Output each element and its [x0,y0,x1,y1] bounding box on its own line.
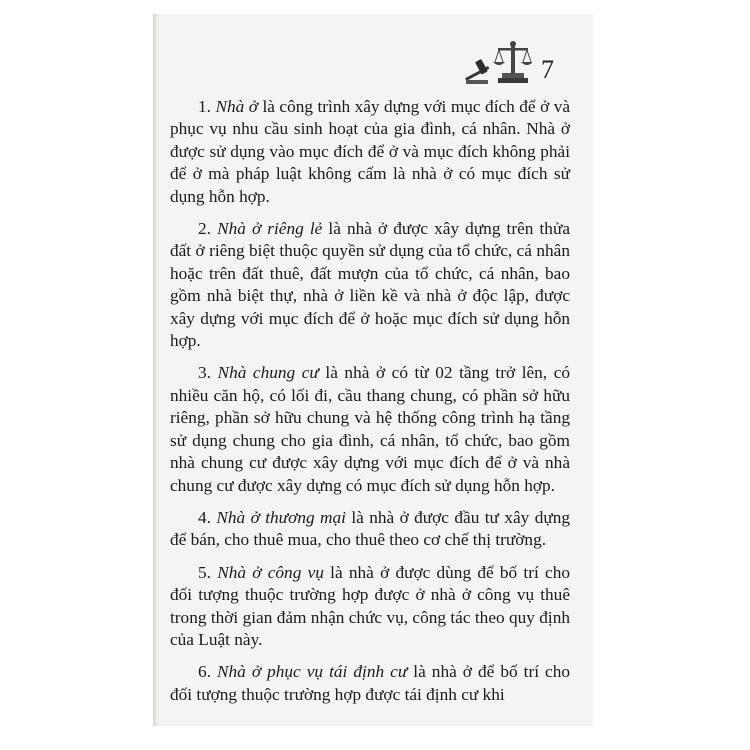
clause-number: 1. [198,97,211,116]
definition-text: là công trình xây dựng với mục đích để ở và phục vụ nhu cầu sinh hoạt của gia đình, cá nhân. Nhà ở được sử dụng vào mục đích để ở và mục đích không phải để ở mà pháp luật không cấm là nhà ở có mục đích sử dụng hỗn hợp. [170,97,570,206]
clause-number: 3. [198,363,211,383]
definition-paragraph [170,362,570,496]
defined-term: Nhà ở thương mại [216,507,346,527]
defined-term: Nhà ở công vụ [217,562,324,582]
defined-term: Nhà ở riêng lẻ [217,219,323,239]
definition-paragraph [170,218,570,352]
document-body [170,96,570,716]
definition-paragraph [170,507,570,552]
definition-paragraph [170,562,570,652]
definition-text: là nhà ở để bố trí cho đối tượng thuộc trường hợp được tái định cư khi [170,662,570,704]
definition-paragraph [170,96,570,208]
definition-text: là nhà ở được dùng để bố trí cho đối tượng thuộc trường hợp được ở nhà ở công vụ thuê trong thời gian đảm nhận chức vụ, công tác theo quy định của Luật này. [170,562,570,649]
clause-number: 5. [198,562,211,582]
scales-and-gavel-icon [462,38,532,86]
clause-number: 2. [198,219,211,239]
defined-term: Nhà ở phục vụ tái định cư [217,662,408,682]
clause-number: 4. [198,507,211,527]
definition-paragraph [170,661,570,706]
definition-text: là nhà ở có từ 02 tầng trở lên, có nhiều căn hộ, có lối đi, cầu thang chung, có phần sở hữu riêng, phần sở hữu chung và hệ thống công trình hạ tầng sử dụng chung cho gia đình, cá nhân, tổ chức, bao gồm nhà chung cư được xây dựng với mục đích để ở và nhà chung cư được xây dựng có mục đích sử dụng hỗn hợp. [170,363,571,495]
defined-term: Nhà chung cư [217,363,319,383]
page-number: 7 [541,55,554,84]
definition-text: là nhà ở được đầu tư xây dựng để bán, cho thuê mua, cho thuê theo cơ chế thị trường. [170,507,570,550]
defined-term: Nhà ở [215,97,258,116]
definition-text: là nhà ở được xây dựng trên thửa đất ở riêng biệt thuộc quyền sử dụng của tổ chức, cá nhân hoặc trên đất thuê, đất mượn của tổ chức, cá nhân, bao gồm nhà biệt thự, nhà ở liền kề và nhà ở độc lập, được xây dựng với mục đích để ở hoặc mục đích sử dụng hỗn hợp. [170,219,570,351]
clause-number: 6. [198,662,211,682]
